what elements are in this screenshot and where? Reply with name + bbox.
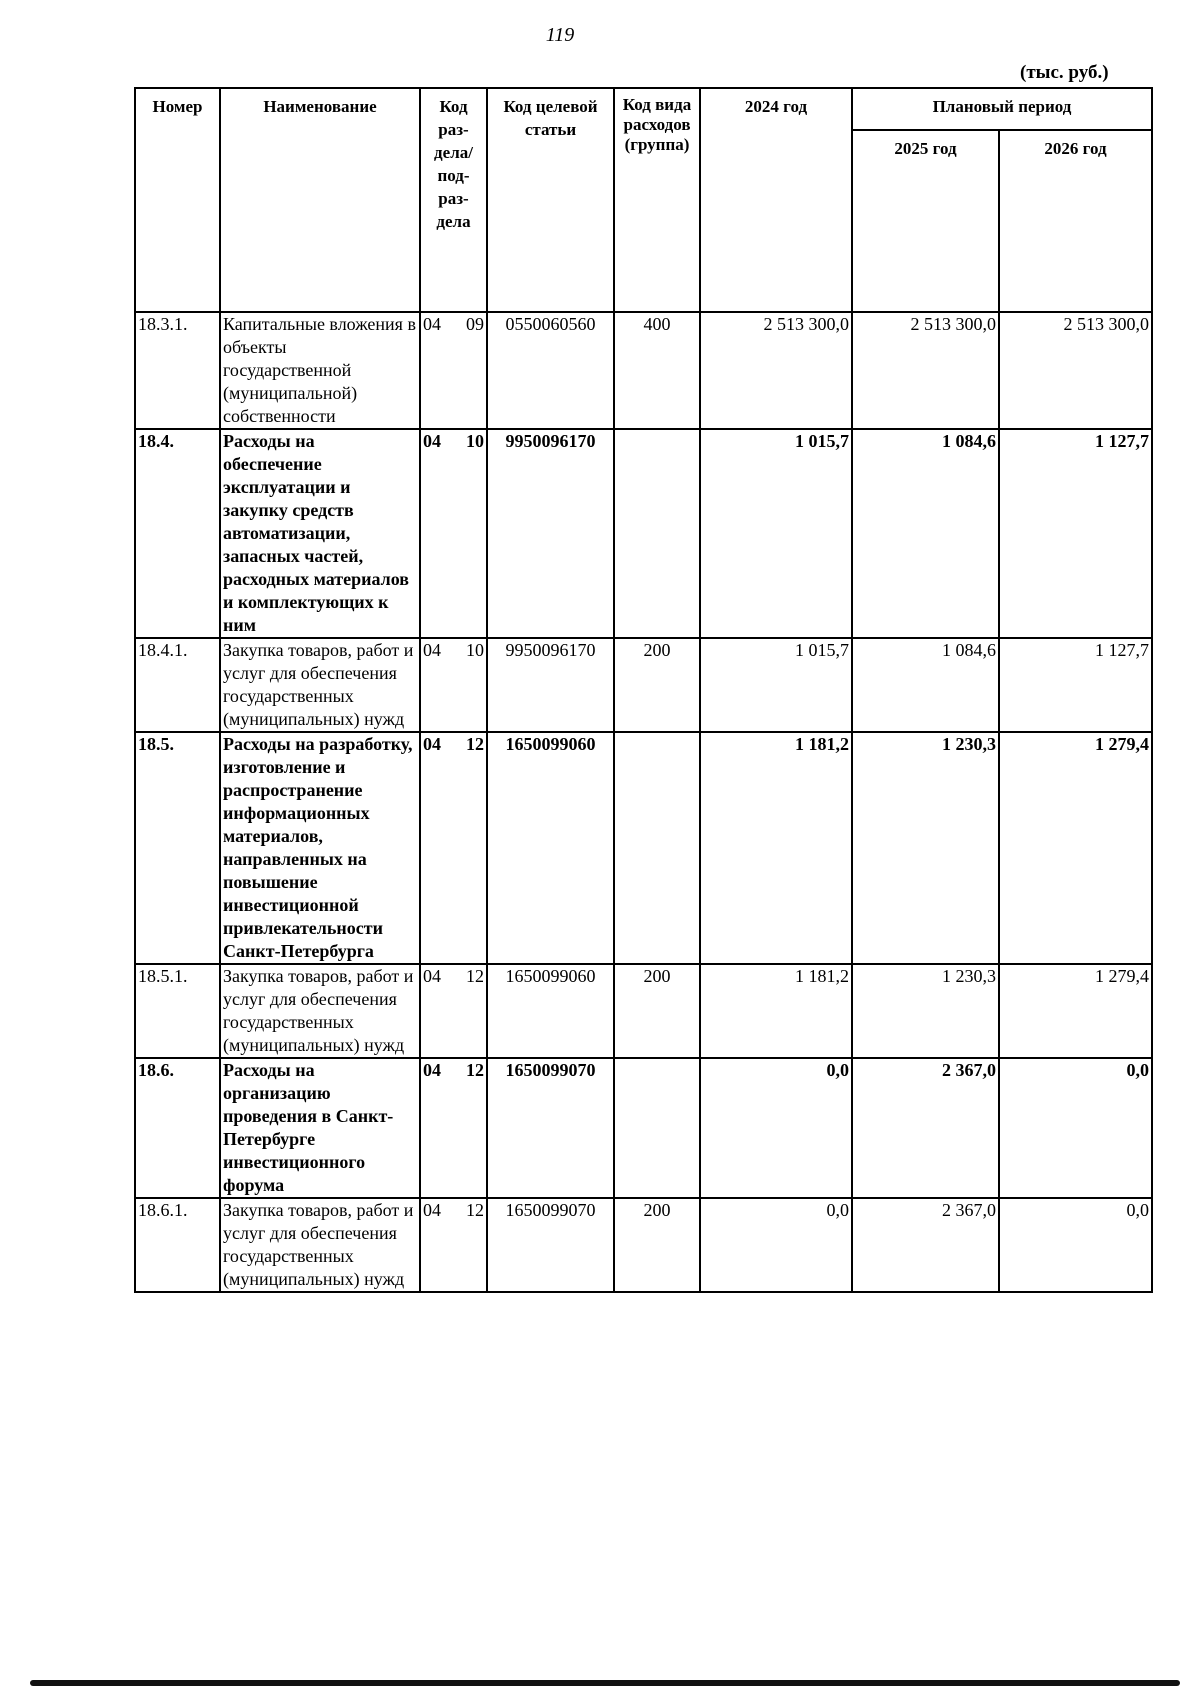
row-expense-kind: [614, 1058, 700, 1198]
row-section: 04: [423, 314, 441, 334]
row-name: Расходы на разработку, изготовление и распространение информационных материалов, направленных на повышение инвестиционной привлекательности Санкт-Петербурга: [220, 732, 420, 964]
row-section-code: [420, 429, 487, 638]
row-amount-2026: 0,0: [999, 1058, 1152, 1198]
header-number: Номер: [135, 88, 220, 312]
table-row: [135, 964, 1152, 1058]
row-name: Закупка товаров, работ и услуг для обеспечения государственных (муниципальных) нужд: [220, 964, 420, 1058]
row-number: 18.6.: [135, 1058, 220, 1198]
row-target-code: 1650099060: [487, 964, 614, 1058]
row-target-code: 1650099070: [487, 1058, 614, 1198]
row-amount-2026: 2 513 300,0: [999, 312, 1152, 429]
row-amount-2024: 1 015,7: [700, 638, 852, 732]
row-amount-2025: 1 230,3: [852, 964, 999, 1058]
row-name: Расходы на обеспечение эксплуатации и закупку средств автоматизации, запасных частей, расходных материалов и комплектующих к ним: [220, 429, 420, 638]
row-amount-2025: 2 513 300,0: [852, 312, 999, 429]
row-target-code: 0550060560: [487, 312, 614, 429]
row-expense-kind: 200: [614, 1198, 700, 1292]
row-amount-2024: 1 181,2: [700, 964, 852, 1058]
row-subsection: 09: [466, 314, 484, 334]
page-number: 119: [545, 24, 575, 46]
row-subsection: 12: [466, 966, 484, 986]
row-amount-2026: 1 279,4: [999, 964, 1152, 1058]
row-section-code: [420, 964, 487, 1058]
table-body: [135, 312, 1152, 1292]
header-year-2026: 2026 год: [999, 130, 1152, 312]
row-target-code: 9950096170: [487, 638, 614, 732]
row-amount-2024: 1 181,2: [700, 732, 852, 964]
row-section-code: [420, 732, 487, 964]
header-year-2025: 2025 год: [852, 130, 999, 312]
header-expense-kind: Код вида расходов (группа): [614, 88, 700, 312]
row-subsection: 10: [466, 640, 484, 660]
header-planning-period: Плановый период: [852, 88, 1152, 130]
row-name: Закупка товаров, работ и услуг для обеспечения государственных (муниципальных) нужд: [220, 638, 420, 732]
row-expense-kind: 200: [614, 964, 700, 1058]
header-target-code: Код целевой статьи: [487, 88, 614, 312]
row-amount-2024: 1 015,7: [700, 429, 852, 638]
table-row: [135, 1058, 1152, 1198]
row-amount-2024: 0,0: [700, 1058, 852, 1198]
row-target-code: 1650099070: [487, 1198, 614, 1292]
row-amount-2024: 0,0: [700, 1198, 852, 1292]
row-section: 04: [423, 734, 441, 754]
row-section: 04: [423, 1060, 441, 1080]
row-section: 04: [423, 966, 441, 986]
row-number: 18.4.1.: [135, 638, 220, 732]
row-amount-2026: 0,0: [999, 1198, 1152, 1292]
row-expense-kind: [614, 732, 700, 964]
budget-table: [134, 87, 1153, 1293]
row-expense-kind: 400: [614, 312, 700, 429]
row-subsection: 12: [466, 1060, 484, 1080]
row-section: 04: [423, 640, 441, 660]
row-number: 18.4.: [135, 429, 220, 638]
row-amount-2025: 2 367,0: [852, 1058, 999, 1198]
row-number: 18.5.1.: [135, 964, 220, 1058]
row-amount-2025: 1 230,3: [852, 732, 999, 964]
row-number: 18.5.: [135, 732, 220, 964]
row-amount-2026: 1 127,7: [999, 638, 1152, 732]
row-amount-2025: 1 084,6: [852, 638, 999, 732]
row-name: Расходы на организацию проведения в Санкт-Петербурге инвестиционного форума: [220, 1058, 420, 1198]
row-number: 18.6.1.: [135, 1198, 220, 1292]
row-amount-2026: 1 279,4: [999, 732, 1152, 964]
row-amount-2025: 2 367,0: [852, 1198, 999, 1292]
row-name: Закупка товаров, работ и услуг для обеспечения государственных (муниципальных) нужд: [220, 1198, 420, 1292]
row-subsection: 12: [466, 1200, 484, 1220]
row-number: 18.3.1.: [135, 312, 220, 429]
units-label: (тыс. руб.): [1020, 62, 1109, 83]
row-name: Капитальные вложения в объекты государственной (муниципальной) собственности: [220, 312, 420, 429]
row-target-code: 9950096170: [487, 429, 614, 638]
header-name: Наименование: [220, 88, 420, 312]
row-section-code: [420, 1058, 487, 1198]
table-row: [135, 638, 1152, 732]
row-subsection: 12: [466, 734, 484, 754]
table-row: [135, 429, 1152, 638]
row-amount-2025: 1 084,6: [852, 429, 999, 638]
page-edge-bar: [30, 1680, 1180, 1686]
row-section-code: [420, 312, 487, 429]
row-amount-2024: 2 513 300,0: [700, 312, 852, 429]
row-section: 04: [423, 431, 441, 451]
row-amount-2026: 1 127,7: [999, 429, 1152, 638]
row-target-code: 1650099060: [487, 732, 614, 964]
row-section-code: [420, 1198, 487, 1292]
header-section-code: Код раз-дела/ под-раз-дела: [420, 88, 487, 312]
row-expense-kind: 200: [614, 638, 700, 732]
row-expense-kind: [614, 429, 700, 638]
row-section: 04: [423, 1200, 441, 1220]
row-section-code: [420, 638, 487, 732]
table-row: [135, 732, 1152, 964]
row-subsection: 10: [466, 431, 484, 451]
table-row: [135, 1198, 1152, 1292]
table-row: [135, 312, 1152, 429]
header-year-2024: 2024 год: [700, 88, 852, 312]
